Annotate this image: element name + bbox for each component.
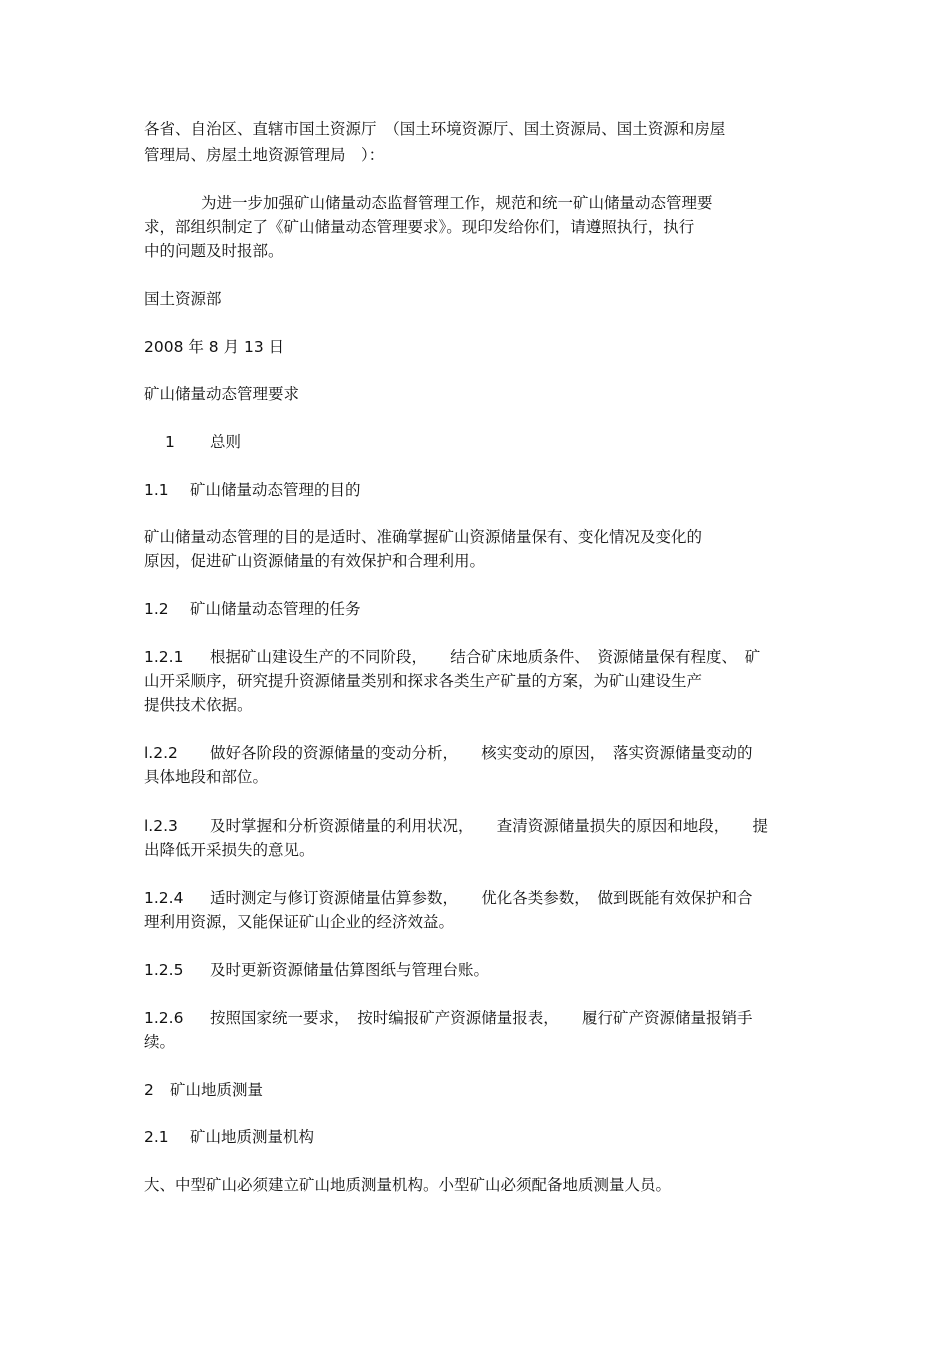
item-1-2-4-line-1: 适时测定与修订资源储量估算参数， 优化各类参数， 做到既能有效保护和合 bbox=[210, 889, 753, 907]
issue-date: 2008 年 8 月 13 日 bbox=[144, 338, 285, 356]
section-2-1-number: 2.1 bbox=[144, 1128, 169, 1146]
section-2-title: 矿山地质测量 bbox=[170, 1081, 264, 1099]
item-1-2-2-line-1: 做好各阶段的资源储量的变动分析， 核实变动的原因， 落实资源储量变动的 bbox=[210, 744, 753, 762]
item-1-2-3-line-1: 及时掌握和分析资源储量的利用状况， 查清资源储量损失的原因和地段， 提 bbox=[210, 817, 769, 835]
item-1-2-3-line-2: 出降低开采损失的意见。 bbox=[144, 841, 315, 859]
section-1-1-body-line-2: 原因，促进矿山资源储量的有效保护和合理利用。 bbox=[144, 552, 486, 570]
section-1-1-number: 1.1 bbox=[144, 481, 169, 499]
addressee-line-2: 管理局、房屋土地资源管理局 ）： bbox=[144, 146, 385, 164]
section-1-1-title: 矿山储量动态管理的目的 bbox=[190, 481, 361, 499]
section-2-1-body-line-1: 大、中型矿山必须建立矿山地质测量机构。小型矿山必须配备地质测量人员。 bbox=[144, 1176, 672, 1194]
section-1-number: 1 bbox=[165, 433, 175, 451]
item-1-2-5-line-1: 及时更新资源储量估算图纸与管理台账。 bbox=[210, 961, 490, 979]
section-2-1-title: 矿山地质测量机构 bbox=[190, 1128, 315, 1146]
addressee-line-1: 各省、自治区、直辖市国土资源厅 （国土环境资源厅、国土资源局、国土资源和房屋 bbox=[144, 120, 726, 138]
section-1-title: 总则 bbox=[210, 433, 242, 451]
intro-line-3: 中的问题及时报部。 bbox=[144, 242, 284, 260]
section-1-2-number: 1.2 bbox=[144, 600, 169, 618]
item-1-2-6-line-2: 续。 bbox=[144, 1033, 176, 1051]
item-1-2-3-number: l.2.3 bbox=[144, 817, 178, 835]
item-1-2-5-number: 1.2.5 bbox=[144, 961, 184, 979]
section-1-1-body-line-1: 矿山储量动态管理的目的是适时、准确掌握矿山资源储量保有、变化情况及变化的 bbox=[144, 528, 703, 546]
issuer: 国土资源部 bbox=[144, 290, 222, 308]
item-1-2-1-line-3: 提供技术依据。 bbox=[144, 696, 253, 714]
item-1-2-1-line-1: 根据矿山建设生产的不同阶段， 结合矿床地质条件、 资源储量保有程度、 矿 bbox=[210, 648, 761, 666]
section-2-number: 2 bbox=[144, 1081, 154, 1099]
section-1-2-title: 矿山储量动态管理的任务 bbox=[190, 600, 361, 618]
intro-line-1: 为进一步加强矿山储量动态监督管理工作，规范和统一矿山储量动态管理要 bbox=[201, 194, 713, 212]
item-1-2-6-number: 1.2.6 bbox=[144, 1009, 184, 1027]
item-1-2-1-number: 1.2.1 bbox=[144, 648, 184, 666]
item-1-2-2-number: l.2.2 bbox=[144, 744, 178, 762]
document-title: 矿山储量动态管理要求 bbox=[144, 385, 300, 403]
item-1-2-4-number: 1.2.4 bbox=[144, 889, 184, 907]
intro-line-2: 求，部组织制定了《矿山储量动态管理要求》。现印发给你们，请遵照执行，执行 bbox=[144, 218, 695, 236]
item-1-2-2-line-2: 具体地段和部位。 bbox=[144, 768, 269, 786]
item-1-2-6-line-1: 按照国家统一要求， 按时编报矿产资源储量报表， 履行矿产资源储量报销手 bbox=[210, 1009, 753, 1027]
item-1-2-4-line-2: 理利用资源，又能保证矿山企业的经济效益。 bbox=[144, 913, 455, 931]
item-1-2-1-line-2: 山开采顺序，研究提升资源储量类别和探求各类生产矿量的方案，为矿山建设生产 bbox=[144, 672, 703, 690]
